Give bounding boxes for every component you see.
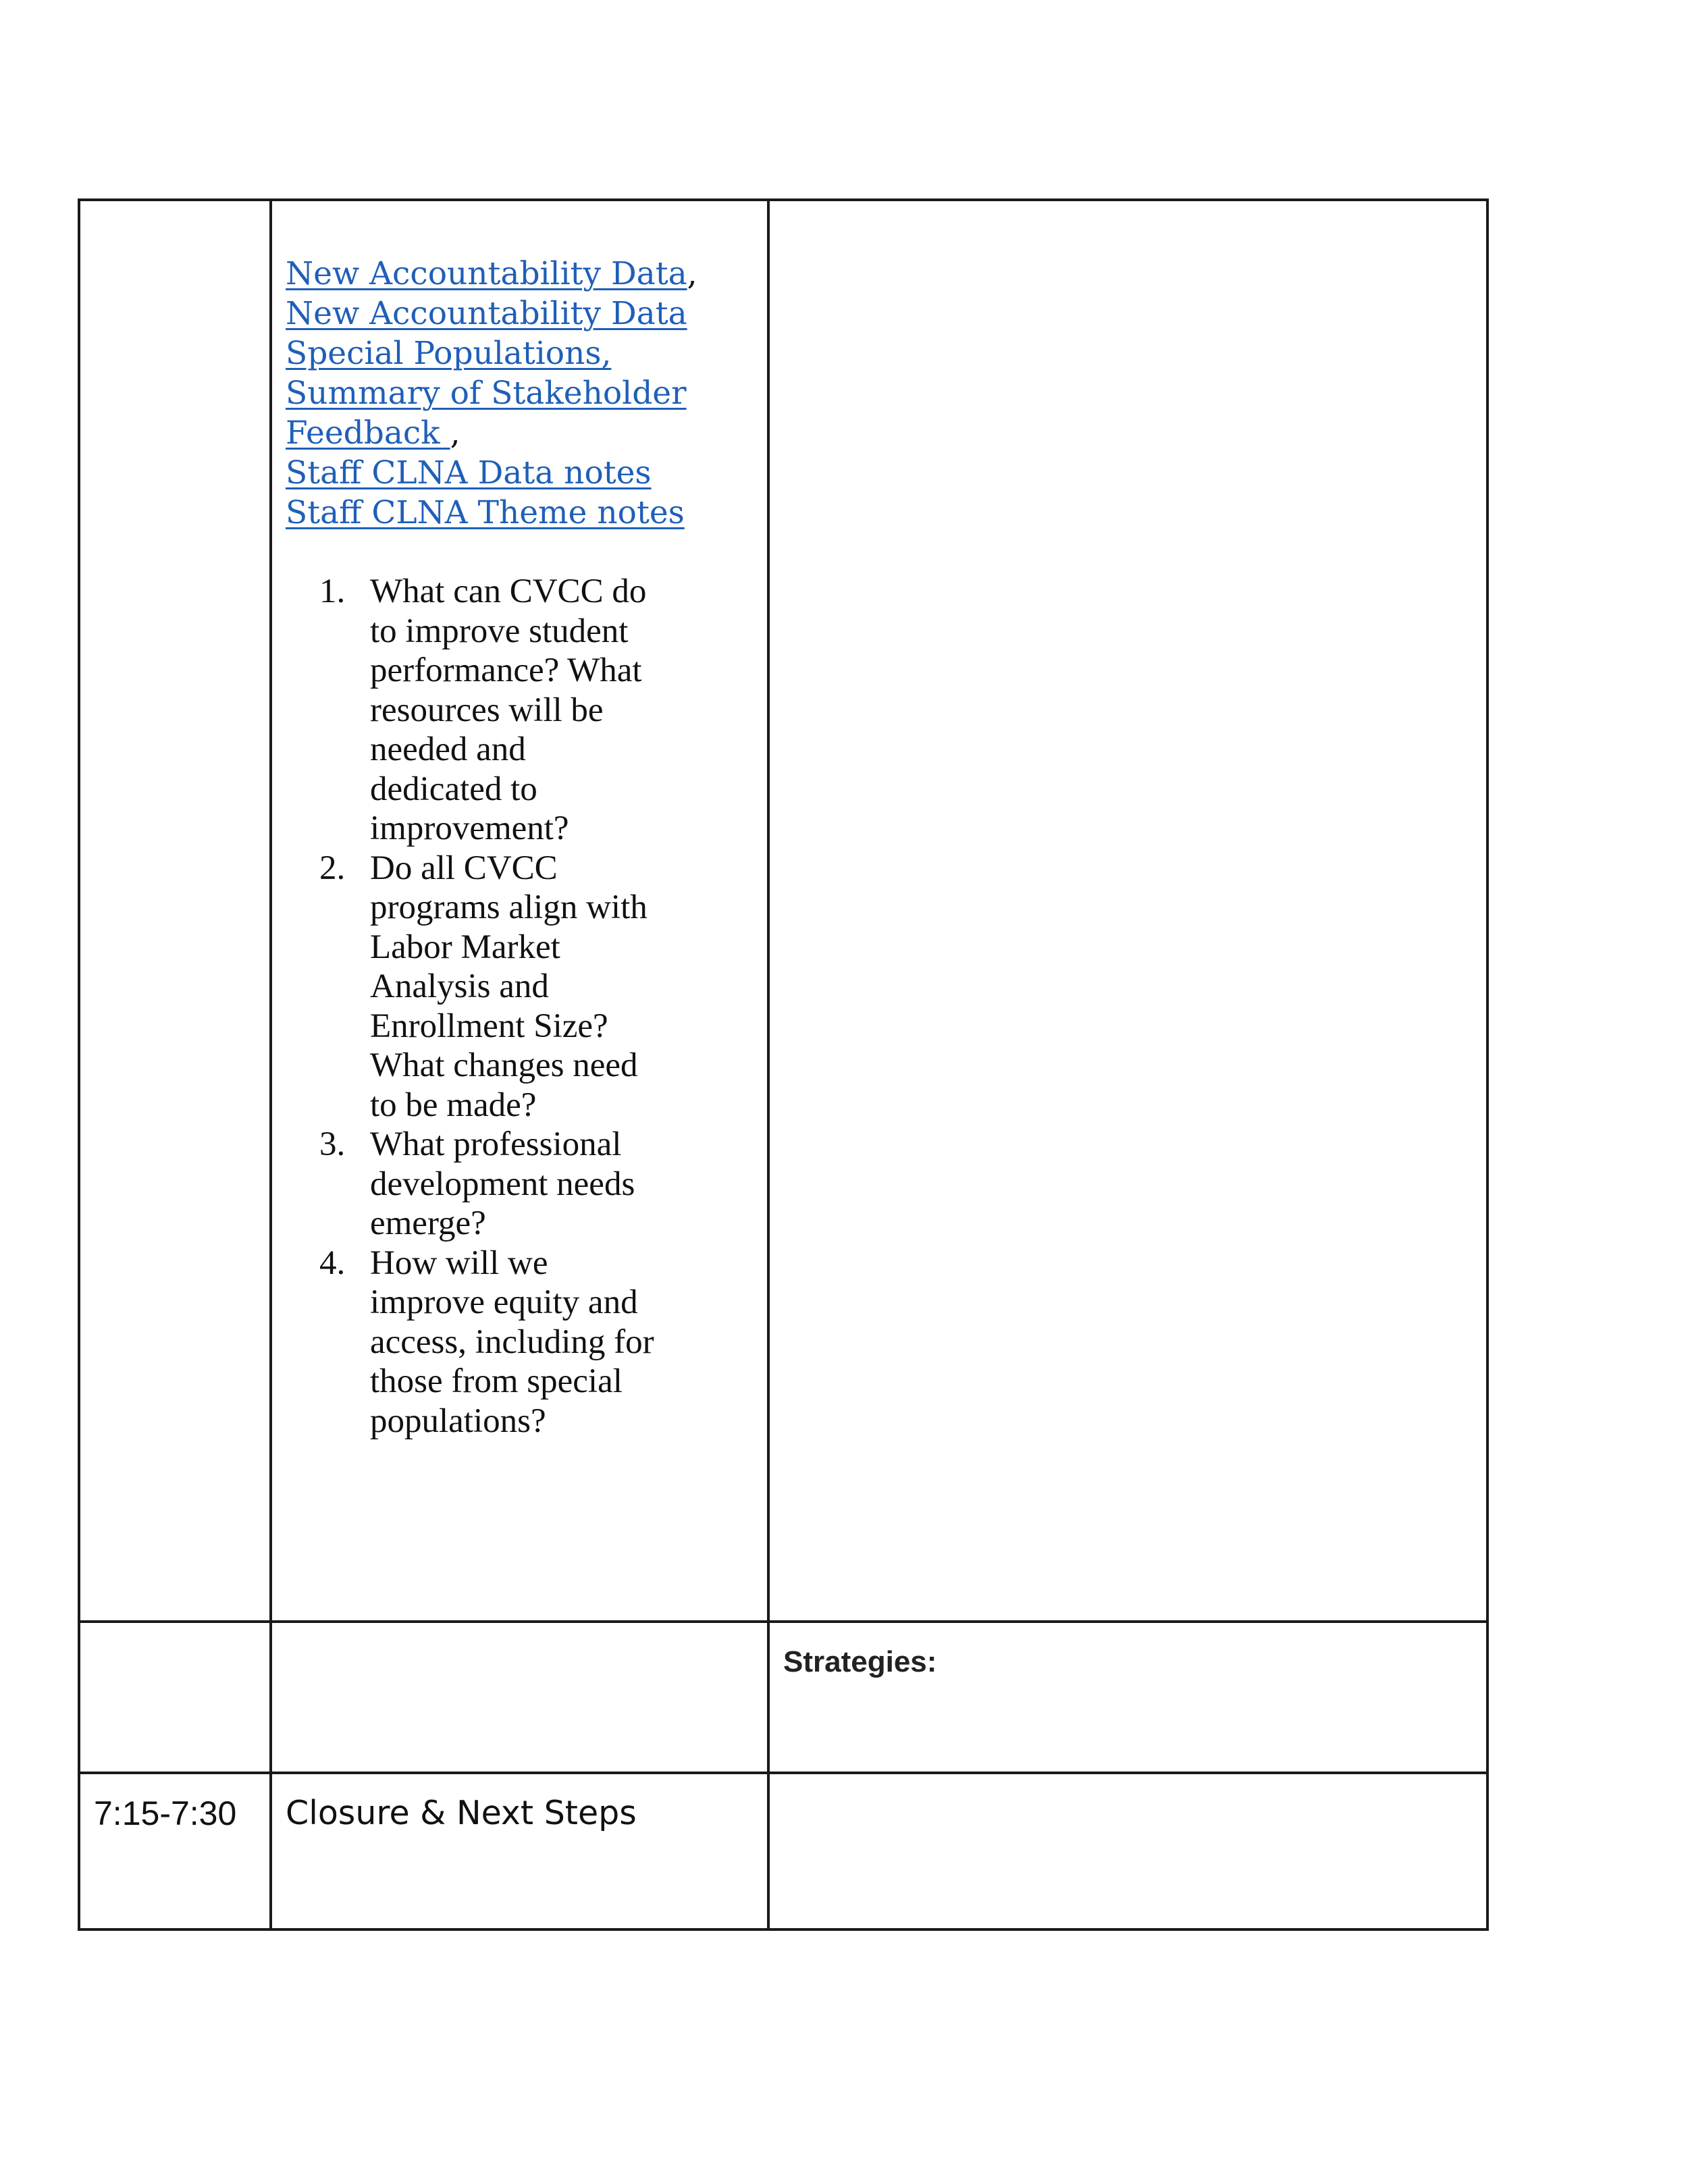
time-cell <box>79 200 271 1622</box>
notes-cell <box>768 1622 1487 1773</box>
time-value: 7:15-7:30 <box>94 1794 237 1832</box>
resources-cell <box>271 200 768 1622</box>
list-item: 4. How will we improve equity and access, including for those from special populations? <box>319 1244 654 1440</box>
link-new-accountability-data-special-populations[interactable]: New Accountability Data Special Populations, <box>286 295 687 372</box>
list-item: 1. What can CVCC do to improve student performance? What resources will be needed and dedicated to improvement? <box>319 572 647 847</box>
time-cell <box>79 1622 271 1773</box>
table-row <box>79 1773 1487 1929</box>
time-cell <box>79 1773 271 1929</box>
strategies-label: Strategies: <box>783 1645 937 1678</box>
notes-cell <box>768 200 1487 1622</box>
link-summary-stakeholder-feedback[interactable]: Summary of Stakeholder Feedback <box>286 375 687 452</box>
question-list <box>272 572 660 1441</box>
table-row <box>79 1622 1487 1773</box>
activity-title: Closure & Next Steps <box>286 1794 637 1832</box>
table-row <box>79 200 1487 1622</box>
notes-cell <box>768 1773 1487 1929</box>
agenda-table <box>78 198 1489 1931</box>
resources-cell <box>271 1622 768 1773</box>
link-staff-clna-theme-notes[interactable]: Staff CLNA Theme notes <box>286 494 685 531</box>
list-item: 2. Do all CVCC programs align with Labor Market Analysis and Enrollment Size? What changes need to be made? <box>319 849 648 1124</box>
link-new-accountability-data[interactable]: New Accountability Data <box>286 255 687 292</box>
resource-links: New Accountability Data, New Accountability Data Special Populations, Summary of Stakeholder Feedback , Staff CLNA Data notes Staff CLNA Theme notes <box>286 255 697 531</box>
activity-cell <box>271 1773 768 1929</box>
link-staff-clna-data-notes[interactable]: Staff CLNA Data notes <box>286 454 652 491</box>
list-item: 3. What professional development needs emerge? <box>319 1125 635 1242</box>
